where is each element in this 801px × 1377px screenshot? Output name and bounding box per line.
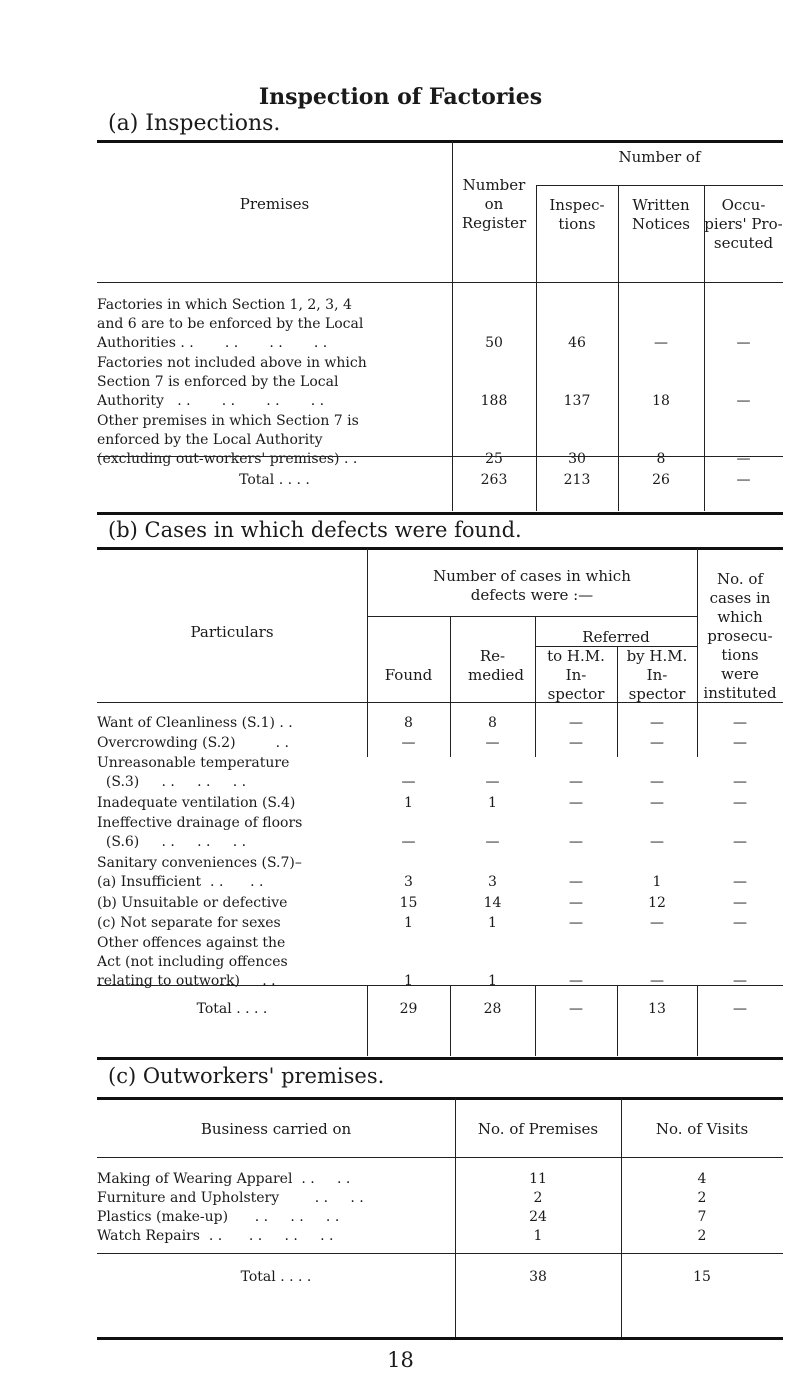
section-c-heading: (c) Outworkers' premises. <box>108 1064 385 1088</box>
row-business: Watch Repairs . . . . . . . . <box>97 1228 334 1244</box>
cell-prosecutions: — <box>733 895 747 911</box>
cell-prosecutions: — <box>733 795 747 811</box>
cell-by-hm: — <box>650 774 664 790</box>
col-header-found: Found <box>384 666 433 684</box>
cell-to-hm: — <box>569 874 583 890</box>
col-header-register: Number on Register <box>461 176 527 232</box>
cell-remedied: 1 <box>488 795 497 811</box>
cell-prosecutions: — <box>733 973 747 989</box>
cell-premises: 2 <box>533 1190 543 1206</box>
col-divider <box>450 985 451 1056</box>
row-particular-line: Want of Cleanliness (S.1) . . <box>97 715 293 731</box>
col-header-premises: Premises <box>239 195 310 213</box>
col-header-notices: Written Notices <box>632 196 690 233</box>
rule <box>367 616 697 617</box>
cell-to-hm: — <box>569 715 583 731</box>
total-found: 29 <box>399 1001 418 1017</box>
cell-remedied: 1 <box>488 973 497 989</box>
rule <box>536 185 783 186</box>
rule <box>535 646 697 647</box>
total-label: Total . . . . <box>239 472 310 488</box>
total-to-hm: — <box>569 1001 583 1017</box>
rule <box>97 985 783 986</box>
col-header-business: Business carried on <box>200 1120 352 1138</box>
col-header-by-hm: by H.M. In- spector <box>626 647 688 703</box>
col-header-prosecuted: Occu- piers' Pro- secuted <box>704 196 783 252</box>
cell-premises: 24 <box>529 1209 547 1225</box>
row-label-line: Authorities . . . . . . . . <box>97 335 328 351</box>
cell-by-hm: — <box>650 973 664 989</box>
cell-found: — <box>401 774 416 790</box>
row-particular-line: (c) Not separate for sexes <box>97 915 281 931</box>
cell-found: 1 <box>404 795 413 811</box>
cell-prosecuted: — <box>736 451 751 467</box>
cell-to-hm: — <box>569 973 583 989</box>
col-header-number-of-cases: Number of cases in which defects were :— <box>433 567 631 604</box>
cell-visits: 4 <box>697 1171 707 1187</box>
cell-register: 25 <box>485 451 503 467</box>
cell-by-hm: — <box>650 915 664 931</box>
cell-remedied: 14 <box>483 895 502 911</box>
cell-by-hm: — <box>650 795 664 811</box>
row-business: Plastics (make-up) . . . . . . <box>97 1209 340 1225</box>
cell-inspections: 30 <box>568 451 586 467</box>
rule <box>97 547 783 550</box>
cell-by-hm: — <box>650 715 664 731</box>
cell-by-hm: — <box>650 834 664 850</box>
row-business: Furniture and Upholstery . . . . <box>97 1190 364 1206</box>
total-register: 263 <box>480 472 508 488</box>
total-prosecuted: — <box>736 472 751 488</box>
page-title: Inspection of Factories <box>258 84 543 110</box>
rule <box>97 1337 783 1340</box>
row-particular-line: (S.6) . . . . . . <box>97 834 247 850</box>
row-particular-line: (b) Unsuitable or defective <box>97 895 288 911</box>
cell-found: 1 <box>404 973 413 989</box>
cell-remedied: — <box>485 834 500 850</box>
row-particular-line: Ineffective drainage of floors <box>97 815 303 831</box>
cell-prosecutions: — <box>733 834 747 850</box>
rule <box>97 702 783 703</box>
cell-inspections: 46 <box>568 335 586 351</box>
cell-prosecutions: — <box>733 774 747 790</box>
col-header-no-visits: No. of Visits <box>655 1120 749 1138</box>
cell-found: 8 <box>404 715 413 731</box>
col-header-number-of: Number of <box>618 148 701 166</box>
total-premises: 38 <box>529 1269 547 1285</box>
rule <box>97 140 783 143</box>
total-notices: 26 <box>652 472 670 488</box>
rule <box>97 1097 783 1100</box>
cell-premises: 1 <box>533 1228 543 1244</box>
cell-found: 15 <box>399 895 418 911</box>
row-label-line: enforced by the Local Authority <box>97 432 323 448</box>
cell-visits: 7 <box>697 1209 707 1225</box>
cell-prosecutions: — <box>733 735 747 751</box>
total-label: Total . . . . <box>196 1001 268 1017</box>
section-b-heading: (b) Cases in which defects were found. <box>108 518 522 542</box>
cell-found: 3 <box>404 874 413 890</box>
row-business: Making of Wearing Apparel . . . . <box>97 1171 351 1187</box>
col-divider <box>697 985 698 1056</box>
row-particular-line: Sanitary conveniences (S.7)– <box>97 855 302 871</box>
col-header-no-premises: No. of Premises <box>477 1120 599 1138</box>
cell-visits: 2 <box>697 1228 707 1244</box>
total-inspections: 213 <box>563 472 591 488</box>
total-prosecutions: — <box>733 1001 747 1017</box>
cell-to-hm: — <box>569 834 583 850</box>
rule <box>97 1157 783 1158</box>
row-label-line: (excluding out-workers' premises) . . <box>97 451 358 467</box>
rule <box>97 1253 783 1254</box>
cell-prosecutions: — <box>733 715 747 731</box>
row-particular-line: (a) Insufficient . . . . <box>97 874 264 890</box>
cell-remedied: 1 <box>488 915 497 931</box>
cell-visits: 2 <box>697 1190 707 1206</box>
cell-register: 50 <box>485 335 503 351</box>
rule <box>97 512 783 515</box>
cell-premises: 11 <box>529 1171 547 1187</box>
row-label-line: Factories in which Section 1, 2, 3, 4 <box>97 297 352 313</box>
cell-prosecuted: — <box>736 393 751 409</box>
cell-by-hm: 1 <box>652 874 662 890</box>
cell-remedied: 3 <box>488 874 497 890</box>
row-particular-line: Overcrowding (S.2) . . <box>97 735 289 751</box>
section-a-heading: (a) Inspections. <box>108 111 281 136</box>
cell-to-hm: — <box>569 915 583 931</box>
rule <box>97 282 783 283</box>
rule <box>97 1057 783 1060</box>
page-number: 18 <box>387 1348 414 1372</box>
cell-found: — <box>401 735 416 751</box>
cell-notices: — <box>654 335 668 351</box>
row-label-line: Section 7 is enforced by the Local <box>97 374 339 390</box>
cell-prosecuted: — <box>736 335 751 351</box>
row-particular-line: relating to outwork) . . <box>97 973 276 989</box>
row-particular-line: (S.3) . . . . . . <box>97 774 247 790</box>
cell-found: 1 <box>404 915 413 931</box>
row-particular-line: Unreasonable temperature <box>97 755 290 771</box>
col-header-remedied: Re- medied <box>468 647 524 684</box>
row-label-line: Factories not included above in which <box>97 355 367 371</box>
cell-inspections: 137 <box>563 393 591 409</box>
total-remedied: 28 <box>483 1001 502 1017</box>
row-label-line: and 6 are to be enforced by the Local <box>97 316 364 332</box>
cell-remedied: — <box>485 735 500 751</box>
col-divider <box>367 985 368 1056</box>
cell-by-hm: — <box>650 735 664 751</box>
col-header-particulars: Particulars <box>190 623 274 641</box>
cell-by-hm: 12 <box>648 895 666 911</box>
col-header-inspections: Inspec- tions <box>549 196 605 233</box>
row-particular-line: Other offences against the <box>97 935 286 951</box>
cell-found: — <box>401 834 416 850</box>
row-particular-line: Inadequate ventilation (S.4) <box>97 795 296 811</box>
cell-to-hm: — <box>569 795 583 811</box>
cell-notices: 18 <box>652 393 670 409</box>
total-by-hm: 13 <box>648 1001 666 1017</box>
col-header-referred: Referred <box>582 628 650 646</box>
cell-to-hm: — <box>569 774 583 790</box>
cell-register: 188 <box>480 393 508 409</box>
col-header-to-hm: to H.M. In- spector <box>547 647 605 703</box>
cell-to-hm: — <box>569 895 583 911</box>
cell-to-hm: — <box>569 735 583 751</box>
col-divider <box>535 985 536 1056</box>
col-header-prosecutions: No. of cases in which prosecu- tions were instituted <box>703 570 777 702</box>
col-divider <box>617 985 618 1056</box>
row-label-line: Authority . . . . . . . . <box>97 393 325 409</box>
rule <box>97 456 783 457</box>
cell-remedied: 8 <box>488 715 497 731</box>
total-visits: 15 <box>693 1269 711 1285</box>
cell-remedied: — <box>485 774 500 790</box>
row-particular-line: Act (not including offences <box>97 954 288 970</box>
total-label: Total . . . . <box>240 1269 312 1285</box>
row-label-line: Other premises in which Section 7 is <box>97 413 359 429</box>
cell-prosecutions: — <box>733 874 747 890</box>
cell-notices: 8 <box>656 451 666 467</box>
cell-prosecutions: — <box>733 915 747 931</box>
